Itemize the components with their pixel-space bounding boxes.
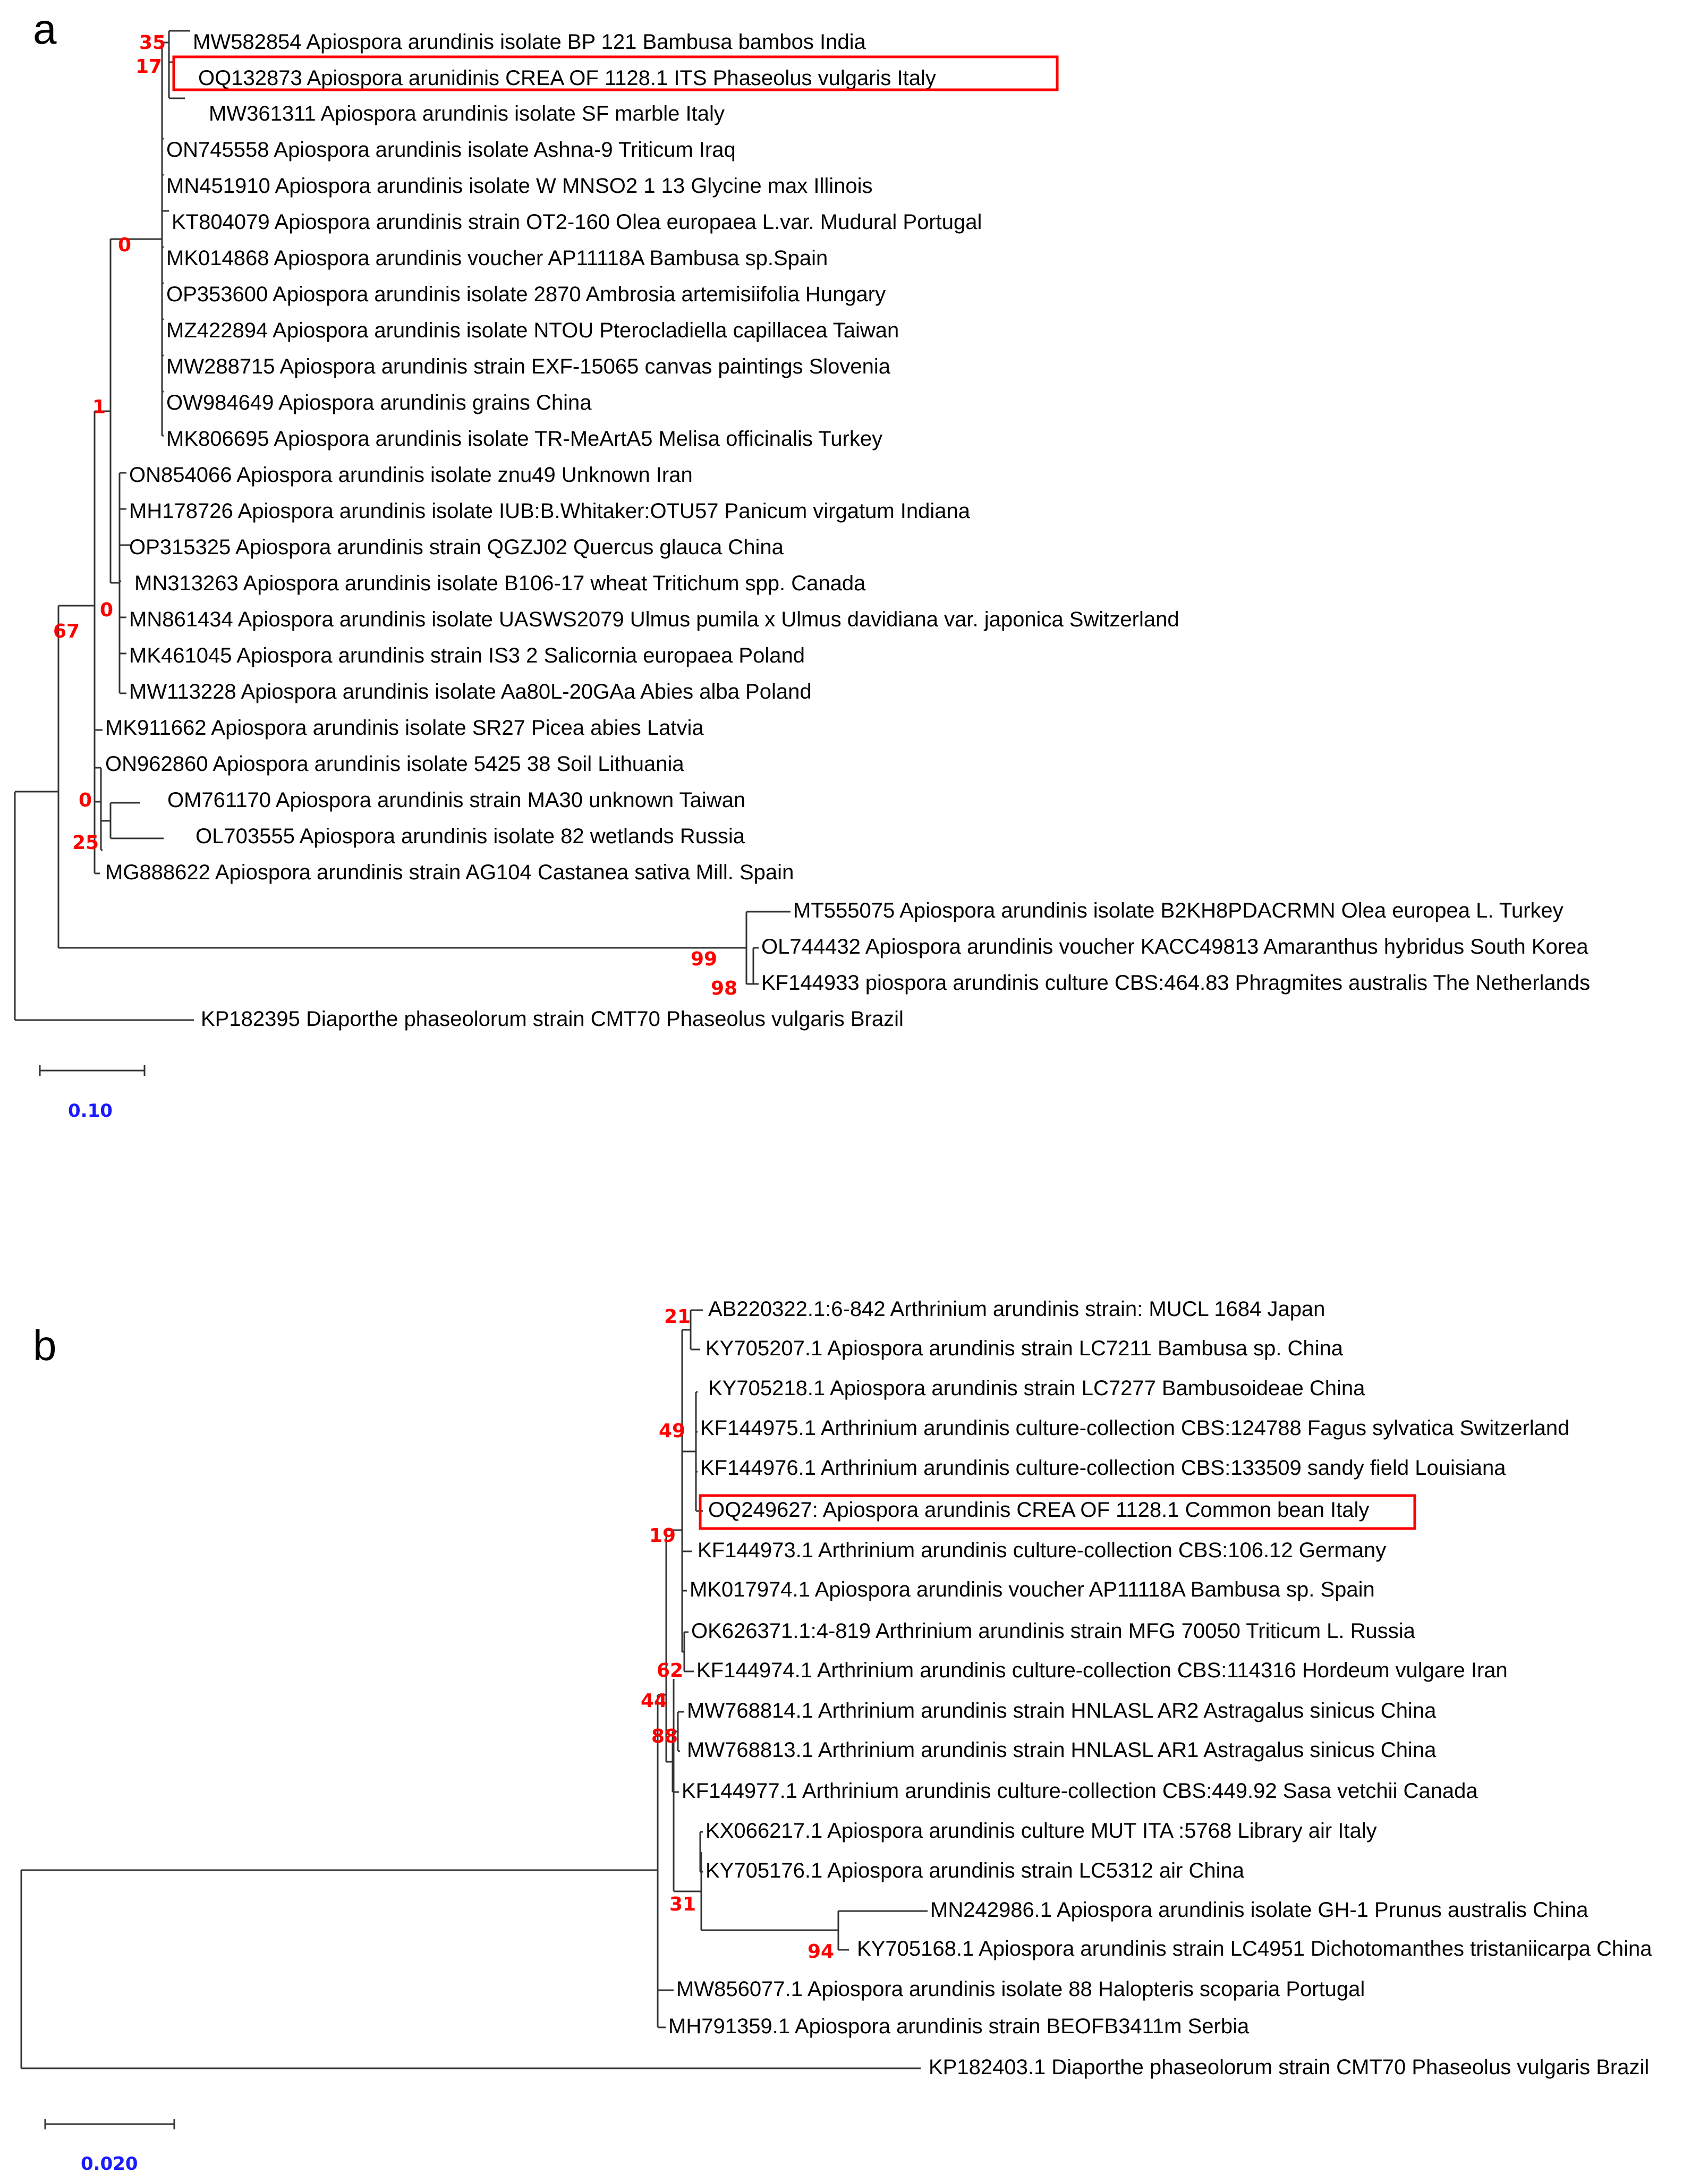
panel-a-scale-bar <box>40 1065 145 1122</box>
scale-bar-line <box>40 1065 145 1076</box>
leaf-label: KF144974.1 Arthrinium arundinis culture-collection CBS:114316 Hordeum vulgare Iran <box>696 1659 1508 1682</box>
leaf-label: OL744432 Apiospora arundinis voucher KACC49813 Amaranthus hybridus South Korea <box>761 935 1588 958</box>
leaf-label: MN451910 Apiospora arundinis isolate W MNSO2 1 13 Glycine max Illinois <box>166 174 873 198</box>
leaf-label: KF144976.1 Arthrinium arundinis culture-collection CBS:133509 sandy field Louisiana <box>700 1456 1506 1480</box>
bootstrap-value: 17 <box>135 56 163 78</box>
branch <box>111 239 162 583</box>
bootstrap-value: 0 <box>79 789 92 811</box>
bootstrap-value: 44 <box>641 1690 668 1712</box>
panel-a-label: a <box>33 5 57 53</box>
leaf-label: OM761170 Apiospora arundinis strain MA30 unknown Taiwan <box>167 788 746 812</box>
leaf-label: KF144975.1 Arthrinium arundinis culture-collection CBS:124788 Fagus sylvatica Switzerland <box>700 1416 1570 1440</box>
leaf-label: MW856077.1 Apiospora arundinis isolate 88 Halopteris scoparia Portugal <box>676 1977 1365 2001</box>
bootstrap-value: 88 <box>651 1726 678 1747</box>
leaf-label: MN313263 Apiospora arundinis isolate B106-17 wheat Tritichum spp. Canada <box>134 572 866 595</box>
bootstrap-value: 49 <box>659 1420 686 1442</box>
leaf-label: KY705176.1 Apiospora arundinis strain LC5312 air China <box>706 1859 1245 1882</box>
leaf-label: MH178726 Apiospora arundinis isolate IUB:B.Whitaker:OTU57 Panicum virgatum Indiana <box>129 499 971 523</box>
scale-bar-label: 0.10 <box>68 1100 113 1122</box>
bootstrap-value: 98 <box>711 978 738 999</box>
leaf-label: MW582854 Apiospora arundinis isolate BP 121 Bambusa bambos India <box>193 30 866 54</box>
leaf-label: MH791359.1 Apiospora arundinis strain BEOFB3411m Serbia <box>668 2015 1250 2038</box>
leaf-label: ON962860 Apiospora arundinis isolate 5425 38 Soil Lithuania <box>105 752 684 776</box>
leaf-label: MW768813.1 Arthrinium arundinis strain HNLASL AR1 Astragalus sinicus China <box>687 1738 1437 1762</box>
bootstrap-value: 99 <box>691 948 718 970</box>
leaf-label: OQ249627: Apiospora arundinis CREA OF 1128.1 Common bean Italy <box>708 1498 1370 1522</box>
bootstrap-value: 21 <box>664 1306 691 1328</box>
leaf-label: KX066217.1 Apiospora arundinis culture MUT ITA :5768 Library air Italy <box>706 1819 1377 1843</box>
leaf-label: MG888622 Apiospora arundinis strain AG104 Castanea sativa Mill. Spain <box>105 861 794 884</box>
bootstrap-value: 0 <box>118 234 132 256</box>
bootstrap-value: 35 <box>139 32 166 54</box>
leaf-label: ON745558 Apiospora arundinis isolate Ashna-9 Triticum Iraq <box>166 138 736 162</box>
bootstrap-value: 0 <box>100 599 114 621</box>
leaf-label: MW361311 Apiospora arundinis isolate SF marble Italy <box>209 102 725 125</box>
branch <box>101 768 111 850</box>
bootstrap-value: 25 <box>72 832 99 854</box>
leaf-label: OW984649 Apiospora arundinis grains China <box>166 391 592 414</box>
leaf-label: OK626371.1:4-819 Arthrinium arundinis strain MFG 70050 Triticum L. Russia <box>691 1619 1415 1643</box>
leaf-label: MN242986.1 Apiospora arundinis isolate GH-1 Prunus australis China <box>930 1898 1588 1922</box>
leaf-label: MK911662 Apiospora arundinis isolate SR27 Picea abies Latvia <box>105 716 704 740</box>
panel-a-leaf-labels <box>105 30 1590 1031</box>
leaf-label: OQ132873 Apiospora arunidinis CREA OF 1128.1 ITS Phaseolus vulgaris Italy <box>198 66 936 90</box>
bootstrap-value: 31 <box>669 1894 696 1915</box>
leaf-label: MW113228 Apiospora arundinis isolate Aa80L-20GAa Abies alba Poland <box>129 680 812 703</box>
branch <box>21 1870 921 2068</box>
scale-bar-label: 0.020 <box>81 2153 138 2175</box>
leaf-label: KF144973.1 Arthrinium arundinis culture-collection CBS:106.12 Germany <box>698 1539 1387 1562</box>
leaf-label: OP315325 Apiospora arundinis strain QGZJ02 Quercus glauca China <box>129 536 784 559</box>
leaf-label: ON854066 Apiospora arundinis isolate znu49 Unknown Iran <box>129 463 693 487</box>
leaf-label: MK017974.1 Apiospora arundinis voucher AP11118A Bambusa sp. Spain <box>690 1578 1375 1601</box>
leaf-label: KP182395 Diaporthe phaseolorum strain CMT70 Phaseolus vulgaris Brazil <box>201 1007 904 1031</box>
branch <box>169 31 190 98</box>
leaf-label: MZ422894 Apiospora arundinis isolate NTOU Pterocladiella capillacea Taiwan <box>166 319 899 342</box>
branch <box>111 803 164 838</box>
leaf-label: KY705168.1 Apiospora arundinis strain LC4951 Dichotomanthes tristaniicarpa China <box>857 1937 1652 1960</box>
branch <box>15 792 194 1020</box>
leaf-label: AB220322.1:6-842 Arthrinium arundinis strain: MUCL 1684 Japan <box>708 1297 1325 1321</box>
leaf-label: KF144933 piospora arundinis culture CBS:464.83 Phragmites australis The Netherlands <box>761 971 1591 995</box>
panel-b-label: b <box>33 1322 57 1369</box>
leaf-label: MW768814.1 Arthrinium arundinis strain HNLASL AR2 Astragalus sinicus China <box>687 1699 1437 1722</box>
panel-b-scale-bar <box>45 2119 174 2175</box>
branch <box>696 1392 703 1511</box>
branch <box>753 948 759 984</box>
scale-bar-line <box>45 2119 174 2129</box>
leaf-label: KF144977.1 Arthrinium arundinis culture-collection CBS:449.92 Sasa vetchii Canada <box>682 1779 1478 1803</box>
branch <box>691 1310 703 1349</box>
leaf-label: OP353600 Apiospora arundinis isolate 2870 Ambrosia artemisiifolia Hungary <box>166 283 886 306</box>
leaf-label: KY705207.1 Apiospora arundinis strain LC7211 Bambusa sp. China <box>706 1337 1344 1360</box>
leaf-label: OL703555 Apiospora arundinis isolate 82 wetlands Russia <box>196 825 745 848</box>
bootstrap-value: 1 <box>92 396 106 418</box>
bootstrap-value: 62 <box>657 1660 684 1682</box>
bootstrap-value: 94 <box>808 1941 835 1963</box>
leaf-label: MW288715 Apiospora arundinis strain EXF-15065 canvas paintings Slovenia <box>166 355 891 378</box>
leaf-label: MK806695 Apiospora arundinis isolate TR-MeArtA5 Melisa officinalis Turkey <box>166 427 883 451</box>
leaf-label: MK014868 Apiospora arundinis voucher AP11118A Bambusa sp.Spain <box>166 247 828 270</box>
bootstrap-value: 67 <box>53 621 80 642</box>
leaf-label: MT555075 Apiospora arundinis isolate B2KH8PDACRMN Olea europea L. Turkey <box>793 899 1563 922</box>
leaf-label: KY705218.1 Apiospora arundinis strain LC7277 Bambusoideae China <box>708 1377 1365 1400</box>
bootstrap-value: 19 <box>649 1525 676 1547</box>
branch <box>682 1330 696 1652</box>
leaf-label: MK461045 Apiospora arundinis strain IS3 2 Salicornia europaea Poland <box>129 644 805 667</box>
leaf-label: KP182403.1 Diaporthe phaseolorum strain CMT70 Phaseolus vulgaris Brazil <box>929 2056 1650 2079</box>
leaf-label: KT804079 Apiospora arundinis strain OT2-160 Olea europaea L.var. Mudural Portugal <box>172 210 982 234</box>
branch <box>678 1712 684 1751</box>
leaf-label: MN861434 Apiospora arundinis isolate UASWS2079 Ulmus pumila x Ulmus davidiana var. japonica Switzerland <box>129 608 1179 631</box>
